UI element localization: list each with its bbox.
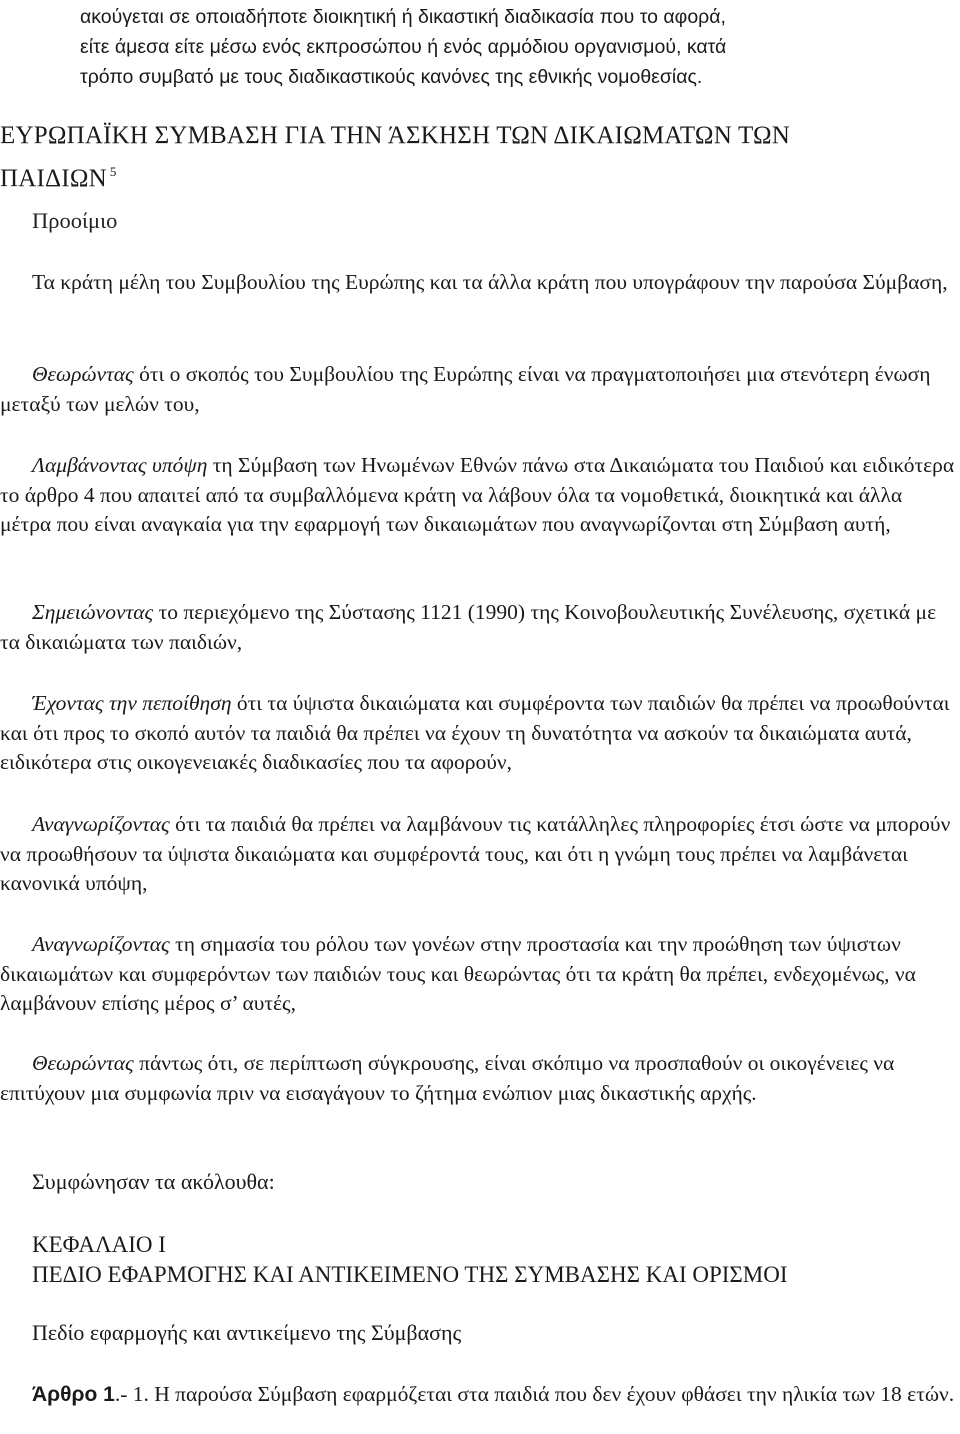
preamble-heading: Προοίμιο: [32, 208, 118, 233]
paragraph-lead: Έχοντας την πεποίθηση: [32, 691, 232, 715]
paragraph-text: το περιεχόμενο της Σύστασης 1121 (1990) της Κοινοβουλευτικής Συνέλευσης, σχετικά με τα δικαιώματα των παιδιών,: [0, 600, 937, 654]
intro-text: [80, 2, 940, 92]
preamble-paragraph: [0, 1049, 958, 1108]
paragraph-lead: Λαμβάνοντας υπόψη: [32, 453, 208, 477]
title-line-2: ΠΑΙΔΙΩΝ: [0, 165, 107, 192]
article-label: Άρθρο 1: [32, 1383, 115, 1406]
preamble-paragraph: [0, 268, 958, 298]
article-1: [0, 1380, 958, 1410]
title-line-1: ΕΥΡΩΠΑΪΚΗ ΣΥΜΒΑΣΗ ΓΙΑ ΤΗΝ ΆΣΚΗΣΗ ΤΩΝ ΔΙΚΑΙΩΜΑΤΩΝ ΤΩΝ: [0, 122, 791, 149]
preamble-paragraph: [0, 930, 958, 1019]
paragraph-text: τη Σύμβαση των Ηνωμένων Εθνών πάνω στα Δικαιώματα του Παιδιού και ειδικότερα το άρθρο 4 που απαιτεί από τα συμβαλλόμενα κράτη να λάβουν όλα τα νομοθετικά, διοικητικά και άλλα μέτρα που είναι αναγκαία για την εφαρμογή των δικαιωμάτων που αναγνωρίζονται στη Σύμβαση αυτή,: [0, 453, 955, 536]
paragraph-text: ότι τα ύψιστα δικαιώματα και συμφέροντα των παιδιών θα πρέπει να προωθούνται και ότι προς το σκοπό αυτόν τα παιδιά θα πρέπει να έχουν τη δυνατότητα να ασκούν τα δικαιώματα αυτά, ειδικότερα στις οικογενειακές διαδικασίες που τα αφορούν,: [0, 691, 950, 774]
paragraph-text: ότι ο σκοπός του Συμβουλίου της Ευρώπης είναι να πραγματοποιήσει μια στενότερη ένωση μεταξύ των μελών του,: [0, 362, 931, 416]
paragraph-lead: Σημειώνοντας: [32, 600, 154, 624]
paragraph-lead: Θεωρώντας: [32, 1051, 134, 1075]
agreed-line: Συμφώνησαν τα ακόλουθα:: [32, 1169, 275, 1194]
preamble-paragraph: [0, 810, 958, 899]
preamble-paragraph: [0, 689, 958, 778]
intro-line: είτε άμεσα είτε μέσω ενός εκπροσώπου ή ενός αρμόδιου οργανισμού, κατά: [80, 36, 727, 58]
section-heading: Πεδίο εφαρμογής και αντικείμενο της Σύμβασης: [32, 1320, 462, 1345]
convention-title: [0, 118, 955, 197]
paragraph-lead: Θεωρώντας: [32, 362, 134, 386]
paragraph-lead: Αναγνωρίζοντας: [32, 812, 170, 836]
chapter-heading: [32, 1230, 788, 1290]
intro-line: ακούγεται σε οποιαδήποτε διοικητική ή δικαστική διαδικασία που το αφορά,: [80, 6, 726, 28]
intro-line: τρόπο συμβατό με τους διαδικαστικούς κανόνες της εθνικής νομοθεσίας.: [80, 66, 703, 88]
paragraph-lead: Αναγνωρίζοντας: [32, 932, 170, 956]
preamble-paragraph: [0, 451, 958, 540]
article-text: .- 1. Η παρούσα Σύμβαση εφαρμόζεται στα παιδιά που δεν έχουν φθάσει την ηλικία των 18 ετών.: [114, 1382, 955, 1406]
chapter-title: ΠΕΔΙΟ ΕΦΑΡΜΟΓΗΣ ΚΑΙ ΑΝΤΙΚΕΙΜΕΝΟ ΤΗΣ ΣΥΜΒΑΣΗΣ ΚΑΙ ΟΡΙΣΜΟΙ: [32, 1262, 788, 1287]
preamble-paragraph: [0, 598, 958, 657]
paragraph-text: ότι τα παιδιά θα πρέπει να λαμβάνουν τις κατάλληλες πληροφορίες έτσι ώστε να μπορούν να προωθήσουν τα ύψιστα δικαιώματα και συμφέροντά τους, και ότι η γνώμη τους πρέπει να λαμβάνεται κανονικά υπόψη,: [0, 812, 951, 895]
chapter-number: ΚΕΦΑΛΑΙΟ Ι: [32, 1232, 166, 1257]
paragraph-text: τη σημασία του ρόλου των γονέων στην προστασία και την προώθηση των ύψιστων δικαιωμάτων και συμφερόντων των παιδιών τους και θεωρώντας ότι τα κράτη θα πρέπει, ενδεχομένως, να λαμβάνουν επίσης μέρος σ’ αυτές,: [0, 932, 916, 1015]
paragraph-text: πάντως ότι, σε περίπτωση σύγκρουσης, είναι σκόπιμο να προσπαθούν οι οικογένειες να επιτύχουν μια συμφωνία πριν να εισαγάγουν το ζήτημα ενώπιον μιας δικαστικής αρχής.: [0, 1051, 895, 1105]
paragraph-text: Τα κράτη μέλη του Συμβουλίου της Ευρώπης και τα άλλα κράτη που υπογράφουν την παρούσα Σύμβαση,: [32, 270, 948, 294]
footnote-marker: 5: [109, 164, 117, 179]
preamble-paragraph: [0, 360, 958, 419]
